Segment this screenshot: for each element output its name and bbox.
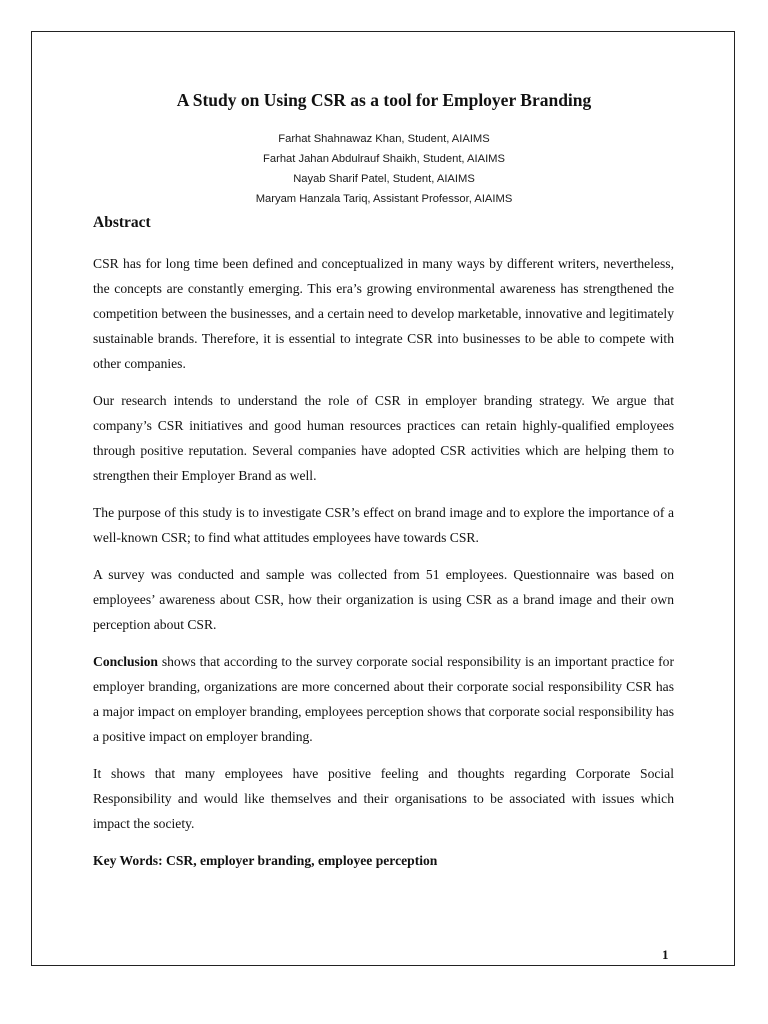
abstract-body xyxy=(93,251,674,885)
keywords: Key Words: CSR, employer branding, employee perception xyxy=(93,853,438,868)
author-line: Nayab Sharif Patel, Student, AIAIMS xyxy=(293,173,475,185)
abstract-heading: Abstract xyxy=(93,214,151,231)
abstract-paragraph: The purpose of this study is to investigate CSR’s effect on brand image and to explore the importance of a well-known CSR; to find what attitudes employees have towards CSR. xyxy=(93,505,674,545)
abstract-paragraph: A survey was conducted and sample was collected from 51 employees. Questionnaire was based on employees’ awareness about CSR, how their organization is using CSR as a brand image and their own perception about CSR. xyxy=(93,567,674,632)
abstract-paragraph: It shows that many employees have positive feeling and thoughts regarding Corporate Social Responsibility and would like themselves and their organisations to be associated with issues which impact the society. xyxy=(93,766,674,831)
abstract-paragraph: CSR has for long time been defined and conceptualized in many ways by different writers, nevertheless, the concepts are constantly emerging. This era’s growing environmental awareness has strengthened the competition between the businesses, and a certain need to develop marketable, innovative and legitimately sustainable brands. Therefore, it is essential to integrate CSR into businesses to be able to compete with other companies. xyxy=(93,256,674,371)
conclusion-label: Conclusion xyxy=(93,654,158,669)
paper-title: A Study on Using CSR as a tool for Employer Branding xyxy=(176,90,592,110)
conclusion-paragraph xyxy=(93,649,674,749)
abstract-paragraph: Our research intends to understand the role of CSR in employer branding strategy. We argue that company’s CSR initiatives and good human resources practices can retain highly-qualified employees through positive reputation. Several companies have adopted CSR activities which are helping them to strengthen their Employer Brand as well. xyxy=(93,393,674,483)
author-list xyxy=(0,129,768,209)
author-line: Maryam Hanzala Tariq, Assistant Professor, AIAIMS xyxy=(255,193,513,205)
page-number: 1 xyxy=(662,947,669,962)
conclusion-text: shows that according to the survey corporate social responsibility is an important practice for employer branding, organizations are more concerned about their corporate social responsibility CSR has a major impact on employer branding, employees perception shows that corporate social responsibility has a positive impact on employer branding. xyxy=(93,654,674,744)
author-line: Farhat Shahnawaz Khan, Student, AIAIMS xyxy=(278,133,490,145)
author-line: Farhat Jahan Abdulrauf Shaikh, Student, AIAIMS xyxy=(263,153,505,165)
